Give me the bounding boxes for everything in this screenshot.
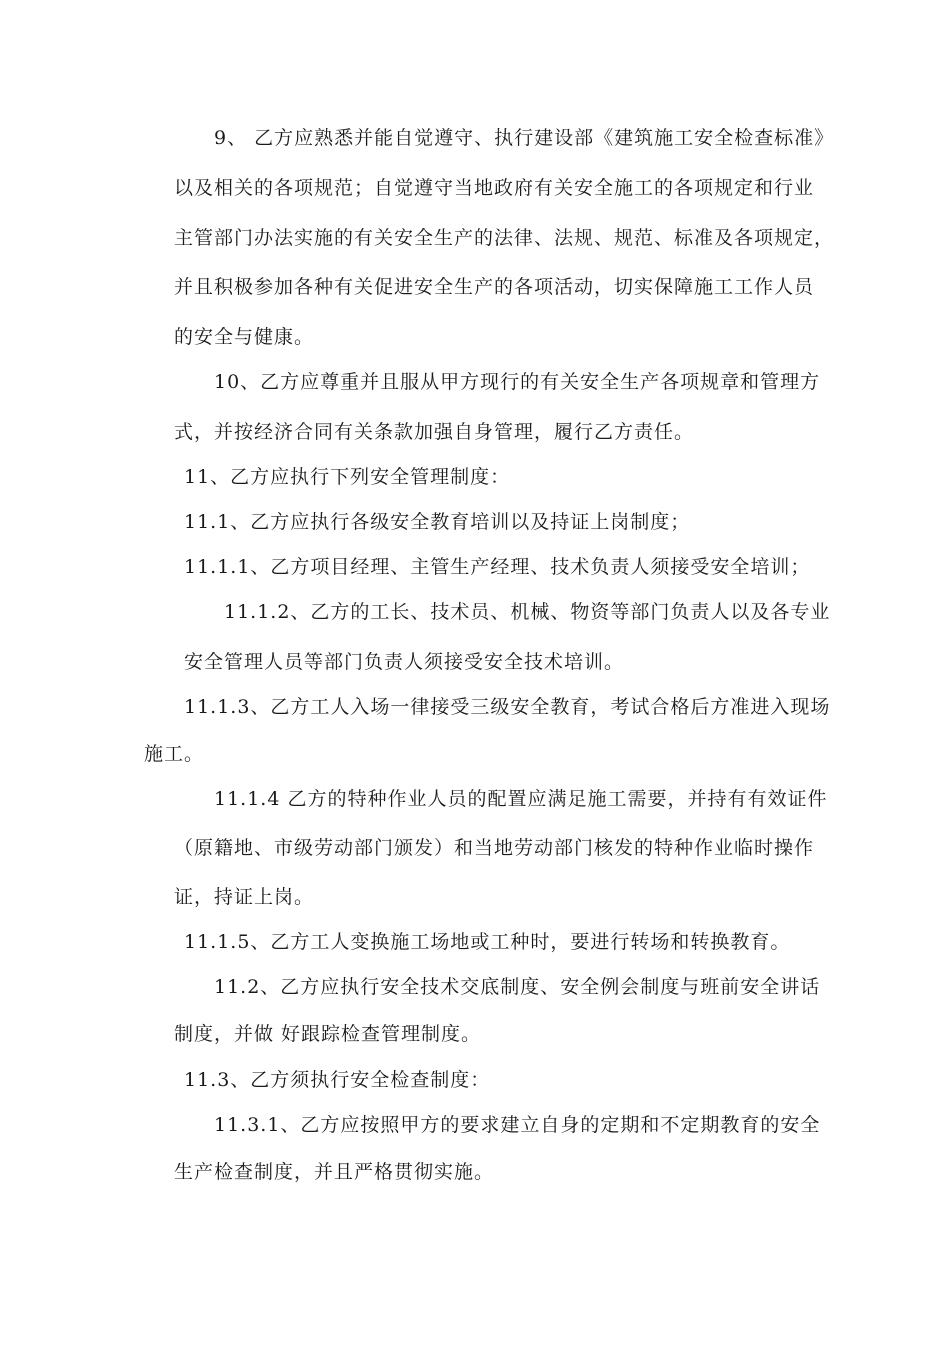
- paragraph-11-1-2-line-2: 安全管理人员等部门负责人须接受安全技术培训。: [184, 651, 625, 673]
- paragraph-9-line-5: 的安全与健康。: [174, 326, 315, 348]
- paragraph-11-1-3-line-1: 11.1.3、乙方工人入场一律接受三级安全教育，考试合格后方准进入现场: [184, 696, 831, 718]
- paragraph-11-3: 11.3、乙方须执行安全检查制度：: [184, 1069, 491, 1091]
- paragraph-11-1-3-line-2: 施工。: [144, 743, 205, 765]
- paragraph-10-line-2: 式，并按经济合同有关条款加强自身管理，履行乙方责任。: [174, 421, 695, 443]
- paragraph-10-line-1: 10、乙方应尊重并且服从甲方现行的有关安全生产各项规章和管理方: [214, 371, 821, 393]
- paragraph-11-3-1-line-1: 11.3.1、乙方应按照甲方的要求建立自身的定期和不定期教育的安全: [214, 1114, 821, 1136]
- paragraph-11-1-4-line-3: 证，持证上岗。: [174, 886, 315, 908]
- paragraph-11-1: 11.1、乙方应执行各级安全教育培训以及持证上岗制度；: [184, 511, 691, 533]
- paragraph-9-line-4: 并且积极参加各种有关促进安全生产的各项活动，切实保障施工工作人员: [174, 276, 815, 298]
- paragraph-9-line-3: 主管部门办法实施的有关安全生产的法律、法规、规范、标准及各项规定，: [174, 227, 835, 249]
- paragraph-9-line-2: 以及相关的各项规范；自觉遵守当地政府有关安全施工的各项规定和行业: [174, 177, 815, 199]
- paragraph-9-line-1: 9、 乙方应熟悉并能自觉遵守、执行建设部《建筑施工安全检查标准》: [214, 127, 835, 149]
- paragraph-11-2-line-1: 11.2、乙方应执行安全技术交底制度、安全例会制度与班前安全讲话: [214, 976, 821, 998]
- paragraph-11-1-4-line-2: （原籍地、市级劳动部门颁发）和当地劳动部门核发的特种作业临时操作: [174, 837, 815, 859]
- paragraph-11-2-line-2: 制度，并做 好跟踪检查管理制度。: [174, 1023, 482, 1045]
- paragraph-11-3-1-line-2: 生产检查制度，并且严格贯彻实施。: [174, 1161, 495, 1183]
- paragraph-11-1-4-line-1: 11.1.4 乙方的特种作业人员的配置应满足施工需要，并持有有效证件: [214, 788, 828, 810]
- paragraph-11-1-5: 11.1.5、乙方工人变换施工场地或工种时，要进行转场和转换教育。: [184, 931, 791, 953]
- paragraph-11-1-1: 11.1.1、乙方项目经理、主管生产经理、技术负责人须接受安全培训；: [184, 556, 811, 578]
- paragraph-11-heading: 11、乙方应执行下列安全管理制度：: [184, 466, 511, 488]
- paragraph-11-1-2-line-1: 11.1.2、乙方的工长、技术员、机械、物资等部门负责人以及各专业: [224, 601, 831, 623]
